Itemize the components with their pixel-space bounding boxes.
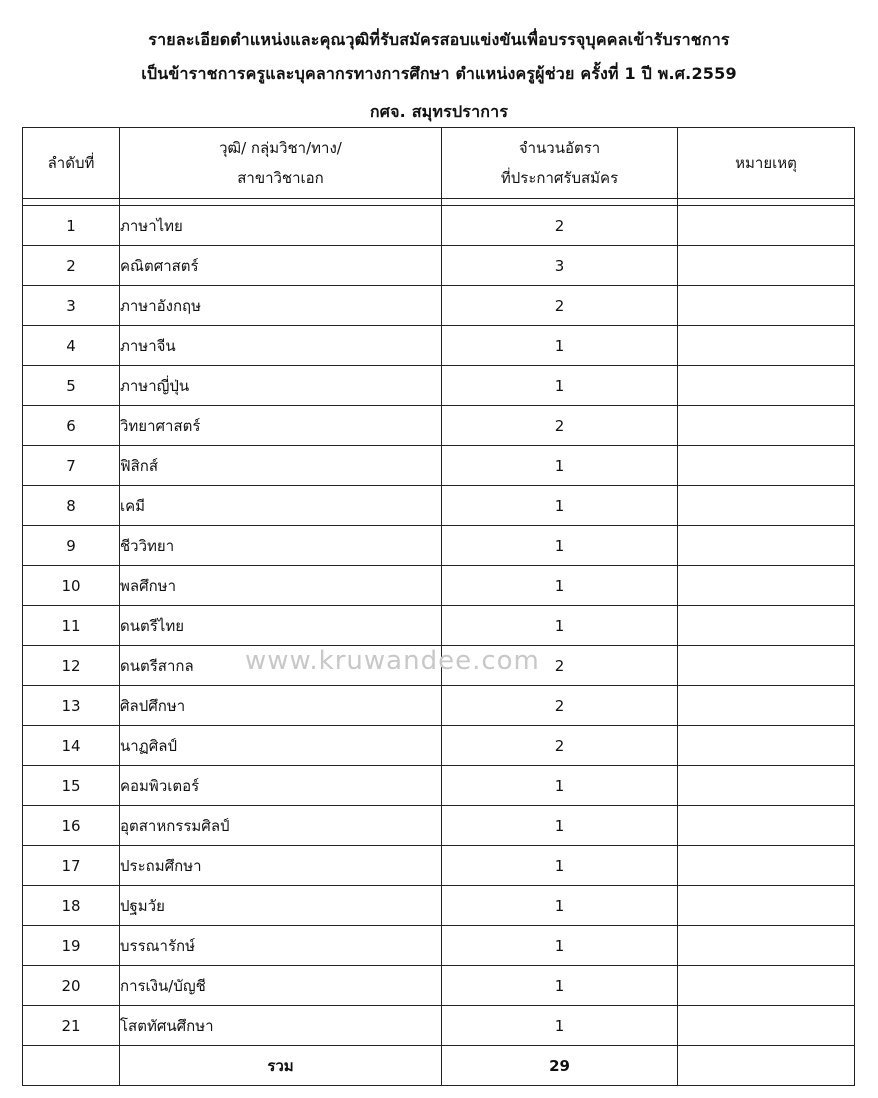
row-subject: โสตทัศนศึกษา: [120, 1006, 442, 1046]
col-header-count-line1: จำนวนอัตรา: [518, 139, 601, 157]
row-subject: ดนตรีไทย: [120, 606, 442, 646]
row-count: 1: [442, 566, 678, 606]
row-note: [678, 366, 855, 406]
row-note: [678, 646, 855, 686]
header-gap-row: [23, 199, 855, 206]
row-number: 15: [23, 766, 120, 806]
row-count: 1: [442, 486, 678, 526]
row-subject: เคมี: [120, 486, 442, 526]
row-number: 1: [23, 206, 120, 246]
row-count: 1: [442, 766, 678, 806]
row-subject: ดนตรีสากล: [120, 646, 442, 686]
row-count: 1: [442, 326, 678, 366]
row-note: [678, 886, 855, 926]
table-row: [23, 686, 855, 726]
col-header-subject: [120, 128, 442, 199]
row-note: [678, 206, 855, 246]
row-subject: ปฐมวัย: [120, 886, 442, 926]
row-note: [678, 286, 855, 326]
row-subject: ฟิสิกส์: [120, 446, 442, 486]
row-subject: ภาษาอังกฤษ: [120, 286, 442, 326]
title-line-3: กศจ. สมุทรปราการ: [369, 102, 509, 121]
row-subject: วิทยาศาสตร์: [120, 406, 442, 446]
row-count: 2: [442, 406, 678, 446]
row-subject: การเงิน/บัญชี: [120, 966, 442, 1006]
row-number: 8: [23, 486, 120, 526]
col-header-count: [442, 128, 678, 199]
row-subject: ชีววิทยา: [120, 526, 442, 566]
row-count: 1: [442, 926, 678, 966]
row-count: 1: [442, 366, 678, 406]
table-row: [23, 446, 855, 486]
total-row: [23, 1046, 855, 1086]
table-row: [23, 926, 855, 966]
row-number: 11: [23, 606, 120, 646]
row-subject: ภาษาจีน: [120, 326, 442, 366]
row-note: [678, 846, 855, 886]
table-row: [23, 406, 855, 446]
row-number: 19: [23, 926, 120, 966]
col-header-count-line2: ที่ประกาศรับสมัคร: [500, 169, 619, 187]
table-row: [23, 766, 855, 806]
table-row: [23, 366, 855, 406]
row-number: 20: [23, 966, 120, 1006]
total-label: รวม: [120, 1046, 442, 1086]
row-number: 21: [23, 1006, 120, 1046]
row-count: 1: [442, 526, 678, 566]
row-count: 2: [442, 646, 678, 686]
row-subject: ประถมศึกษา: [120, 846, 442, 886]
row-note: [678, 686, 855, 726]
total-note-cell: [678, 1046, 855, 1086]
row-number: 12: [23, 646, 120, 686]
row-count: 1: [442, 606, 678, 646]
total-empty-cell: [23, 1046, 120, 1086]
row-note: [678, 246, 855, 286]
row-subject: ศิลปศึกษา: [120, 686, 442, 726]
row-subject: ภาษาญี่ปุ่น: [120, 366, 442, 406]
row-number: 4: [23, 326, 120, 366]
positions-table: [22, 127, 855, 1086]
table-row: [23, 1006, 855, 1046]
row-subject: พลศึกษา: [120, 566, 442, 606]
row-note: [678, 926, 855, 966]
table-row: [23, 246, 855, 286]
row-count: 2: [442, 686, 678, 726]
row-number: 16: [23, 806, 120, 846]
table-row: [23, 606, 855, 646]
col-header-subject-line1: วุฒิ/ กลุ่มวิชา/ทาง/: [219, 139, 342, 157]
table-row: [23, 966, 855, 1006]
row-note: [678, 526, 855, 566]
row-note: [678, 406, 855, 446]
row-number: 5: [23, 366, 120, 406]
table-row: [23, 326, 855, 366]
row-number: 18: [23, 886, 120, 926]
row-note: [678, 566, 855, 606]
table-row: [23, 806, 855, 846]
row-number: 2: [23, 246, 120, 286]
row-note: [678, 446, 855, 486]
row-note: [678, 766, 855, 806]
row-note: [678, 726, 855, 766]
row-note: [678, 486, 855, 526]
row-note: [678, 966, 855, 1006]
col-header-order: ลำดับที่: [23, 128, 120, 199]
row-number: 9: [23, 526, 120, 566]
row-number: 6: [23, 406, 120, 446]
row-subject: บรรณารักษ์: [120, 926, 442, 966]
row-count: 1: [442, 846, 678, 886]
col-header-subject-line2: สาขาวิชาเอก: [237, 169, 324, 187]
row-count: 1: [442, 446, 678, 486]
row-note: [678, 606, 855, 646]
watermark-text: www.kruwandee.com: [245, 646, 540, 676]
row-number: 7: [23, 446, 120, 486]
total-value: 29: [442, 1046, 678, 1086]
row-number: 3: [23, 286, 120, 326]
row-subject: คณิตศาสตร์: [120, 246, 442, 286]
row-count: 2: [442, 726, 678, 766]
row-note: [678, 806, 855, 846]
table-body: [23, 199, 855, 1046]
row-number: 13: [23, 686, 120, 726]
row-note: [678, 1006, 855, 1046]
row-number: 10: [23, 566, 120, 606]
table-row: [23, 486, 855, 526]
row-count: 1: [442, 806, 678, 846]
table-row: [23, 286, 855, 326]
row-subject: ภาษาไทย: [120, 206, 442, 246]
table-row: [23, 206, 855, 246]
table-row: [23, 726, 855, 766]
table-row: [23, 526, 855, 566]
row-count: 2: [442, 206, 678, 246]
row-count: 3: [442, 246, 678, 286]
row-note: [678, 326, 855, 366]
title-line-2: เป็นข้าราชการครูและบุคลากรทางการศึกษา ตำแหน่งครูผู้ช่วย ครั้งที่ 1 ปี พ.ศ.2559: [141, 64, 737, 83]
row-subject: นาฏศิลป์: [120, 726, 442, 766]
table-row: [23, 886, 855, 926]
col-header-note: หมายเหตุ: [678, 128, 855, 199]
table-row: [23, 566, 855, 606]
row-count: 1: [442, 886, 678, 926]
row-count: 2: [442, 286, 678, 326]
row-subject: อุตสาหกรรมศิลป์: [120, 806, 442, 846]
row-number: 14: [23, 726, 120, 766]
table-row: [23, 846, 855, 886]
row-number: 17: [23, 846, 120, 886]
row-count: 1: [442, 1006, 678, 1046]
table-header-row: [23, 128, 855, 199]
title-line-1: รายละเอียดตำแหน่งและคุณวุฒิที่รับสมัครสอบแข่งขันเพื่อบรรจุบุคคลเข้ารับราชการ: [148, 30, 730, 49]
row-count: 1: [442, 966, 678, 1006]
row-subject: คอมพิวเตอร์: [120, 766, 442, 806]
